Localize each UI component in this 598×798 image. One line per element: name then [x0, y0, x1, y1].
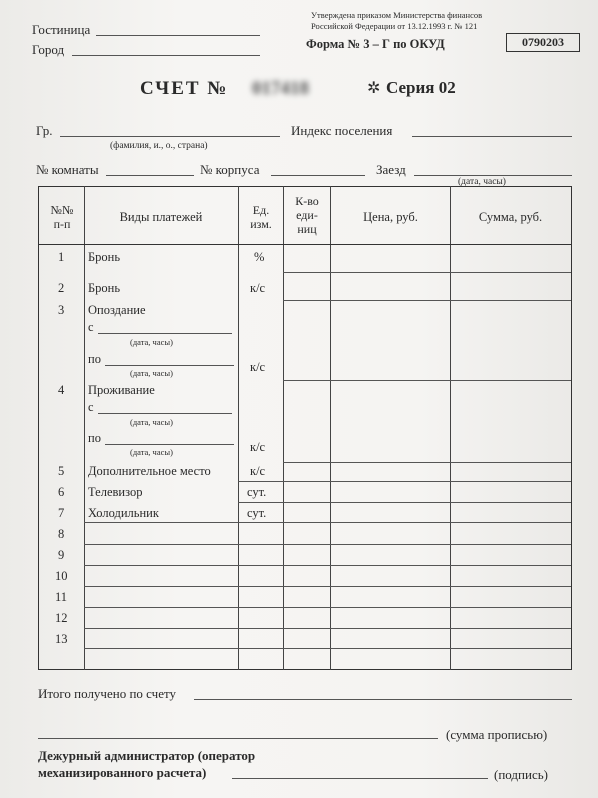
row3-from-field[interactable] — [98, 333, 232, 334]
amount-words-hint: (сумма прописью) — [446, 727, 548, 742]
header-price: Цена, руб. — [363, 210, 418, 224]
row-type: Бронь — [88, 250, 121, 264]
row-to-label: по — [88, 352, 101, 366]
admin-line-1: Дежурный администратор (оператор — [38, 748, 256, 763]
account-label: СЧЕТ № — [140, 78, 229, 99]
row-number: 4 — [58, 383, 65, 397]
index-field[interactable] — [412, 136, 572, 137]
row-from-label: с — [88, 320, 94, 334]
row-number: 3 — [58, 303, 65, 317]
building-field[interactable] — [271, 175, 365, 176]
row3-to-field[interactable] — [105, 365, 234, 366]
header-unit: Ед. изм. — [250, 203, 272, 231]
row4-from-hint: (дата, часы) — [130, 417, 173, 427]
guest-name-label: Гр. — [36, 123, 53, 138]
row-number: 13 — [55, 632, 68, 646]
signature-hint: (подпись) — [494, 767, 548, 782]
header-num: №№ п-п — [50, 203, 74, 231]
checkin-hint: (дата, часы) — [458, 177, 506, 187]
city-label: Город — [32, 42, 65, 57]
row-type: Опоздание — [88, 303, 146, 317]
row-type: Дополнительное место — [88, 464, 211, 478]
row-number: 8 — [58, 527, 65, 541]
room-label: № комнаты — [36, 162, 99, 177]
row-unit: к/с — [250, 464, 266, 478]
city-field[interactable] — [72, 55, 260, 56]
row-number: 12 — [55, 611, 68, 625]
row3-from-hint: (дата, часы) — [130, 337, 173, 347]
total-field[interactable] — [194, 699, 572, 700]
room-field[interactable] — [106, 175, 194, 176]
signature-field[interactable] — [232, 778, 488, 779]
row-type: Холодильник — [88, 506, 159, 520]
flower-icon: ✲ — [367, 80, 381, 97]
row-type: Проживание — [88, 383, 155, 397]
building-label: № корпуса — [200, 162, 260, 177]
index-label: Индекс поселения — [291, 123, 393, 138]
row-number: 1 — [58, 250, 65, 264]
hotel-field[interactable] — [96, 35, 260, 36]
row4-from-field[interactable] — [98, 413, 232, 414]
row-unit: % — [254, 250, 265, 264]
row-from-label: с — [88, 400, 94, 414]
row-unit: к/с — [250, 360, 266, 374]
account-number: 017418 — [252, 78, 309, 99]
row-type: Бронь — [88, 281, 121, 295]
amount-words-field[interactable] — [38, 738, 438, 739]
admin-line-2: механизированного расчета) — [38, 765, 207, 780]
okud-code: 0790203 — [506, 33, 580, 52]
guest-name-hint: (фамилия, и., о., страна) — [110, 141, 208, 151]
row-number: 2 — [58, 281, 65, 295]
row-number: 5 — [58, 464, 65, 478]
checkin-label: Заезд — [376, 162, 406, 177]
row-unit: к/с — [250, 440, 266, 454]
guest-name-field[interactable] — [60, 136, 280, 137]
approved-line-2: Российской Федерации от 13.12.1993 г. № 121 — [311, 21, 478, 31]
checkin-field[interactable] — [414, 175, 572, 176]
row4-to-hint: (дата, часы) — [130, 447, 173, 457]
row-unit: к/с — [250, 281, 266, 295]
header-qty: К-во еди- ниц — [295, 194, 319, 236]
hotel-label: Гостиница — [32, 22, 91, 37]
series-label: Серия 02 — [386, 78, 456, 97]
row-number: 9 — [58, 548, 65, 562]
row-number: 11 — [55, 590, 68, 604]
form-label: Форма № 3 – Г по ОКУД — [306, 37, 445, 51]
row-type: Телевизор — [88, 485, 143, 499]
row4-to-field[interactable] — [105, 444, 234, 445]
approved-line-1: Утверждена приказом Министерства финансов — [311, 10, 483, 20]
row-to-label: по — [88, 431, 101, 445]
header-types: Виды платежей — [119, 210, 203, 224]
row-number: 10 — [55, 569, 68, 583]
row-number: 6 — [58, 485, 65, 499]
row-unit: сут. — [247, 506, 267, 520]
row-number: 7 — [58, 506, 65, 520]
header-sum: Сумма, руб. — [478, 210, 543, 224]
total-label: Итого получено по счету — [38, 686, 176, 701]
row3-to-hint: (дата, часы) — [130, 368, 173, 378]
row-unit: сут. — [247, 485, 267, 499]
